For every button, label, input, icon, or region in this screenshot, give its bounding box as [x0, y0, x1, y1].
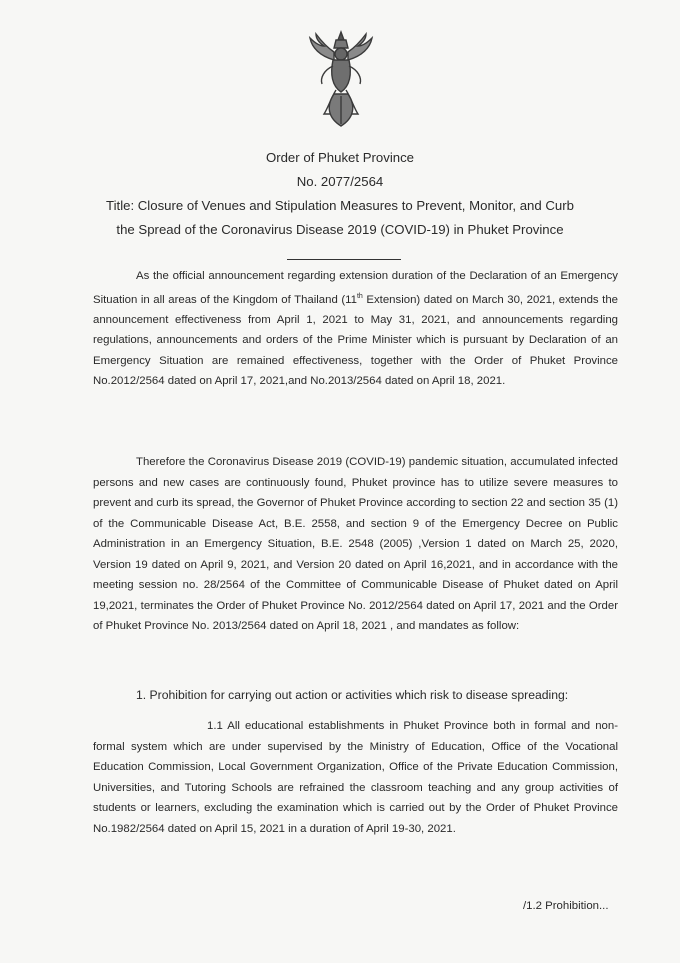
- paragraph-1-text-b: Extension) dated on March 30, 2021, extends the announcement effectiveness from April 1, 2021 to May 31, 2021, and announcements regarding regulations, announcements and orders of the Prime Minister which is pursuant by Declaration of an Emergency Situation are remained effectiveness, together with the Order of Phuket Province No.2012/2564 dated on April 17, 2021,and No.2013/2564 dated on April 18, 2021.: [93, 293, 618, 388]
- title-line-1: Title: Closure of Venues and Stipulation Measures to Prevent, Monitor, and Curb: [106, 198, 574, 213]
- section-1-heading: 1. Prohibition for carrying out action or activities which risk to disease spreading:: [136, 688, 569, 702]
- order-of-heading: Order of Phuket Province: [265, 150, 415, 165]
- paragraph-1-text-a: As the official announcement regarding extension duration of the Declaration of an Emergency Situation in all areas of the Kingdom of Thailand (11: [93, 270, 618, 306]
- paragraph-1-1: 1.1 All educational establishments in Phuket Province both in formal and non-formal system which are under supervised by the Ministry of Education, Office of the Vocational Education Commission, Local Government Organization, Office of the Private Education Commission, Universities, and Tutoring Schools are refrained the classroom teaching and any group activities of students or learners, excluding the examination which is carried out by the Order of Phuket Province No.1982/2564 dated on April 15, 2021 in a duration of April 19-30, 2021.: [93, 720, 618, 835]
- paragraph-1: [93, 266, 618, 392]
- order-number: No. 2077/2564: [296, 174, 384, 189]
- title-underline: [287, 259, 401, 260]
- garuda-emblem-icon: [306, 30, 376, 128]
- title-line-2: the Spread of the Coronavirus Disease 2019 (COVID-19) in Phuket Province: [116, 222, 564, 237]
- paragraph-1-superscript: th: [356, 292, 363, 300]
- paragraph-2: Therefore the Coronavirus Disease 2019 (COVID-19) pandemic situation, accumulated infected persons and new cases are continuously found, Phuket province has to utilize severe measures to prevent and curb its spread, the Governor of Phuket Province according to section 22 and section 35 (1) of the Communicable Disease Act, B.E. 2558, and section 9 of the Emergency Decree on Public Administration in an Emergency Situation, B.E. 2548 (2005) ,Version 1 dated on March 25, 2020, Version 19 dated on April 9, 2021, and Version 20 dated on April 16,2021, and in accordance with the meeting session no. 28/2564 of the Committee of Communicable Disease of Phuket dated on April 19,2021, terminates the Order of Phuket Province No. 2012/2564 dated on April 17, 2021 and the Order of Phuket Province No. 2013/2564 dated on April 18, 2021 , and mandates as follow:: [93, 456, 618, 632]
- continuation-note: /1.2 Prohibition...: [523, 900, 609, 912]
